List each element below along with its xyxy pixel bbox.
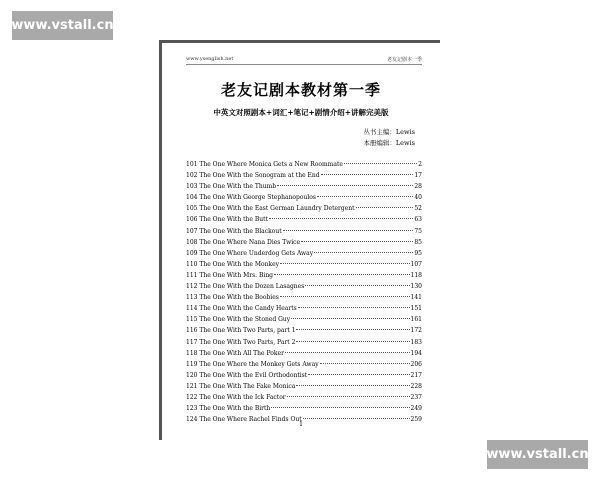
toc-entry-title: 114 The One With the Candy Hearts	[186, 305, 297, 313]
toc-entry	[186, 170, 422, 181]
toc-entry-page: 228	[410, 382, 422, 390]
header-website: www.ysenglish.net	[186, 56, 234, 62]
toc-entry-title: 108 The One Where Nana Dies Twice	[186, 238, 301, 246]
toc-entry-title: 112 The One With the Dozen Lasagnes	[186, 283, 305, 291]
toc-entry-page: 107	[410, 260, 422, 268]
toc-entry-page: 63	[414, 216, 422, 224]
toc-leader-dots	[303, 418, 410, 419]
toc-entry-page: 151	[410, 305, 422, 313]
toc-leader-dots	[296, 385, 409, 386]
toc-entry-page: 95	[414, 249, 422, 257]
toc-leader-dots	[280, 296, 410, 297]
toc-entry	[186, 226, 422, 237]
toc-entry-title: 113 The One With the Boobies	[186, 294, 279, 302]
watermark-top: www.vstall.cn	[12, 11, 113, 40]
toc-leader-dots	[356, 207, 414, 208]
toc-entry	[186, 403, 422, 414]
toc-entry-title: 106 The One With the Butt	[186, 216, 268, 224]
toc-entry-page: 217	[410, 371, 422, 379]
toc-entry	[186, 370, 422, 381]
toc-leader-dots	[305, 285, 409, 286]
credits	[363, 127, 415, 148]
toc-entry-title: 121 The One With The Fake Monica	[186, 382, 296, 390]
toc-entry	[186, 381, 422, 392]
toc-entry-title: 124 The One Where Rachel Finds Out	[186, 416, 302, 424]
toc-entry	[186, 203, 422, 214]
toc-entry-page: 118	[410, 271, 422, 279]
toc-entry-page: 75	[414, 227, 422, 235]
toc-entry	[186, 270, 422, 281]
toc-entry	[186, 192, 422, 203]
toc-entry	[186, 181, 422, 192]
toc-entry-page: 40	[414, 194, 422, 202]
toc-leader-dots	[317, 196, 413, 197]
toc-entry	[186, 392, 422, 403]
toc-entry-title: 105 The One With the East German Laundry Detergent	[186, 205, 355, 213]
toc-entry-page: 85	[414, 238, 422, 246]
table-of-contents	[186, 159, 422, 425]
toc-leader-dots	[314, 252, 413, 253]
toc-entry	[186, 314, 422, 325]
toc-entry-title: 122 The One With the Ick Factor	[186, 393, 286, 401]
page-title: 老友记剧本教材第一季	[220, 81, 381, 99]
document-page	[159, 40, 440, 440]
toc-entry	[186, 248, 422, 259]
toc-entry-page: 237	[410, 393, 422, 401]
toc-entry-title: 118 The One With All The Poker	[186, 349, 284, 357]
toc-entry-title: 120 The One With the Evil Orthodontist	[186, 371, 308, 379]
toc-leader-dots	[321, 174, 414, 175]
toc-leader-dots	[280, 263, 410, 264]
toc-entry-title: 101 The One Where Monica Gets a New Roommate	[186, 161, 343, 168]
toc-leader-dots	[320, 363, 410, 364]
volume-editor: 本册编辑：Lewis	[363, 138, 415, 147]
toc-entry	[186, 159, 422, 170]
toc-leader-dots	[291, 318, 409, 319]
toc-leader-dots	[301, 241, 413, 242]
toc-entry-page: 2	[418, 161, 422, 168]
toc-entry-title: 109 The One Where Underdog Gets Away	[186, 249, 314, 257]
toc-leader-dots	[271, 407, 409, 408]
toc-leader-dots	[277, 185, 413, 186]
toc-entry-title: 116 The One With Two Parts, part 1	[186, 327, 296, 335]
toc-entry	[186, 348, 422, 359]
toc-entry	[186, 281, 422, 292]
toc-leader-dots	[287, 396, 410, 397]
toc-entry	[186, 237, 422, 248]
toc-entry-page: 141	[410, 294, 422, 302]
toc-entry-page: 194	[410, 349, 422, 357]
toc-entry	[186, 337, 422, 348]
toc-leader-dots	[285, 352, 410, 353]
toc-entry-title: 117 The One With Two Parts, Part 2	[186, 338, 296, 346]
toc-entry-page: 28	[414, 183, 422, 191]
toc-entry-title: 110 The One With the Monkey	[186, 260, 280, 268]
toc-leader-dots	[298, 307, 410, 308]
watermark-bottom: www.vstall.cn	[487, 440, 588, 469]
toc-entry-page: 17	[414, 172, 422, 180]
toc-entry-title: 103 The One With the Thumb	[186, 183, 277, 191]
toc-entry-title: 123 The One With the Birth	[186, 405, 271, 413]
toc-entry	[186, 359, 422, 370]
toc-leader-dots	[344, 163, 417, 164]
toc-entry-page: 183	[410, 338, 422, 346]
toc-entry-page: 130	[410, 283, 422, 291]
toc-leader-dots	[296, 329, 409, 330]
toc-leader-dots	[269, 218, 413, 219]
toc-entry-page: 52	[414, 205, 422, 213]
toc-entry	[186, 259, 422, 270]
toc-entry-title: 119 The One Where the Monkey Gets Away	[186, 360, 319, 368]
toc-entry-title: 102 The One With the Sonogram at the End	[186, 172, 320, 180]
toc-entry-page: 249	[410, 405, 422, 413]
page-header	[186, 56, 422, 65]
toc-entry-page: 172	[410, 327, 422, 335]
toc-entry-title: 104 The One With George Stephanopoulos	[186, 194, 316, 202]
toc-leader-dots	[308, 374, 409, 375]
header-book-title: 老友记剧本一季	[386, 57, 422, 63]
toc-entry	[186, 214, 422, 225]
toc-entry-title: 111 The One With Mrs. Bing	[186, 271, 274, 279]
page-number: 1	[299, 421, 303, 428]
toc-entry-title: 107 The One With the Blackout	[186, 227, 282, 235]
toc-entry	[186, 325, 422, 336]
toc-entry-page: 161	[410, 316, 422, 324]
toc-leader-dots	[274, 274, 410, 275]
toc-entry-page: 206	[410, 360, 422, 368]
page-subtitle: 中英文对照剧本+词汇+笔记+剧情介绍+讲解完美版	[213, 108, 389, 117]
toc-entry-title: 115 The One With the Stoned Guy	[186, 316, 291, 324]
toc-leader-dots	[296, 341, 409, 342]
toc-leader-dots	[283, 230, 414, 231]
toc-entry	[186, 292, 422, 303]
chief-editor: 丛书主编：Lewis	[363, 128, 415, 136]
toc-entry	[186, 303, 422, 314]
toc-entry-page: 259	[410, 416, 422, 424]
